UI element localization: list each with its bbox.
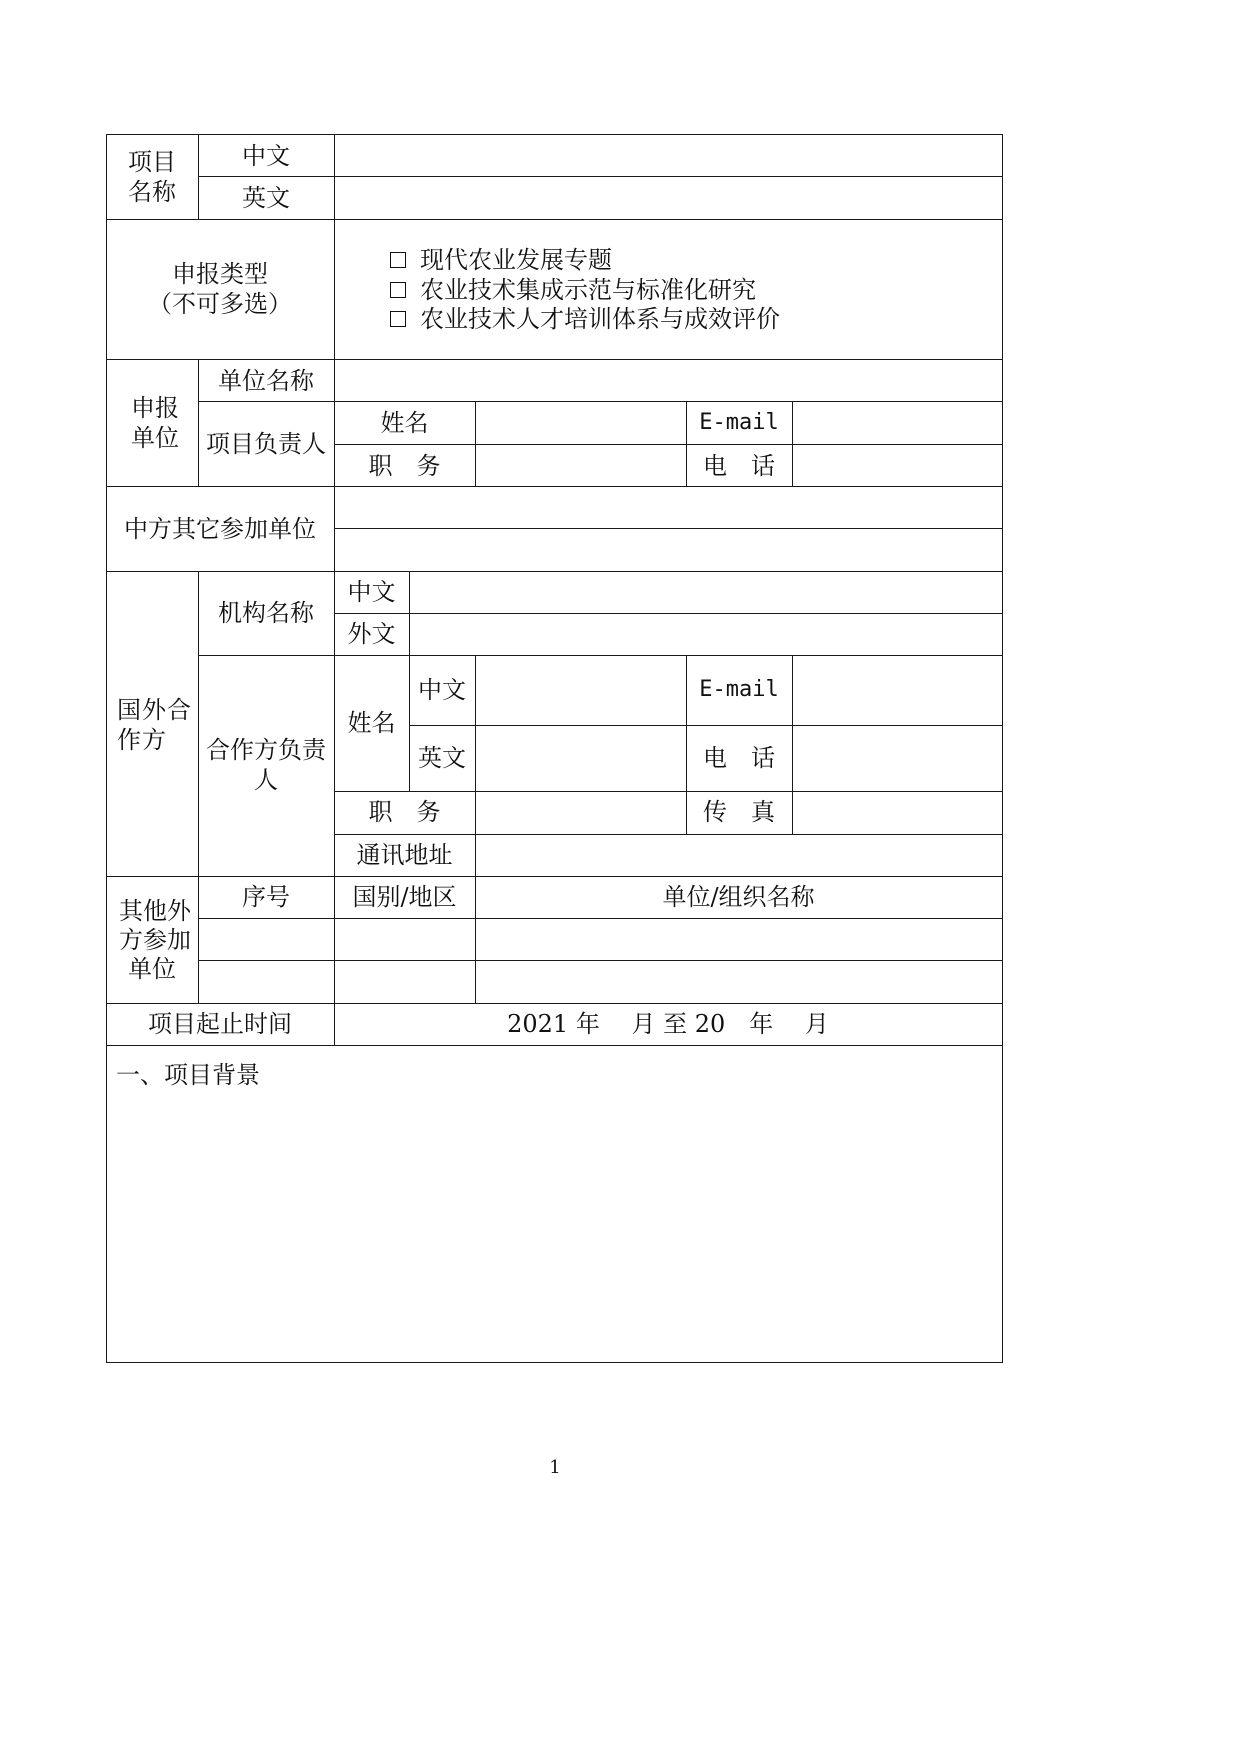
other-foreign-units-label-2: 方参加 — [119, 926, 191, 954]
org-chinese-label: 中文 — [347, 578, 396, 606]
partner-leader-label-2: 人 — [254, 766, 278, 794]
page-number: 1 — [549, 1457, 561, 1478]
project-name-label-2: 名称 — [128, 178, 176, 206]
col-country-header: 国别/地区 — [352, 883, 457, 911]
partner-name-english-label: 英文 — [418, 744, 466, 772]
row-2-no-field[interactable] — [199, 961, 334, 1003]
leader-phone-label: 电 话 — [703, 452, 775, 480]
leader-position-field[interactable] — [476, 445, 686, 486]
other-foreign-units-label: 其他外 — [119, 897, 191, 925]
partner-email-field[interactable] — [793, 656, 1002, 725]
partner-leader-label: 合作方负责 — [206, 736, 326, 764]
leader-name-field[interactable] — [476, 402, 686, 444]
leader-phone-field[interactable] — [793, 445, 1002, 486]
checkbox-option-3[interactable] — [390, 311, 406, 327]
declaration-type-note: （不可多选） — [148, 290, 292, 318]
project-leader-label: 项目负责人 — [206, 430, 326, 458]
option-2-label: 农业技术集成示范与标准化研究 — [420, 276, 756, 304]
partner-name-english-field[interactable] — [476, 726, 686, 791]
project-name-english-label: 英文 — [242, 184, 290, 212]
other-foreign-units-label-3: 单位 — [128, 955, 176, 983]
background-text-area[interactable] — [107, 1095, 1002, 1361]
leader-position-label: 职 务 — [368, 452, 441, 480]
applicant-unit-label-2: 单位 — [131, 424, 179, 452]
project-name-english-field[interactable] — [335, 177, 1002, 219]
project-name-label: 项目 — [128, 148, 176, 176]
applicant-unit-label: 申报 — [131, 394, 179, 422]
project-name-chinese-field[interactable] — [335, 135, 1002, 176]
other-chinese-unit-field-2[interactable] — [335, 529, 1002, 571]
row-1-org-field[interactable] — [476, 919, 1002, 960]
other-chinese-units-label: 中方其它参加单位 — [124, 515, 316, 543]
partner-name-chinese-field[interactable] — [476, 656, 686, 725]
partner-phone-field[interactable] — [793, 726, 1002, 791]
partner-address-label: 通讯地址 — [356, 841, 453, 869]
row-2-org-field[interactable] — [476, 961, 1002, 1003]
org-chinese-field[interactable] — [410, 572, 1002, 613]
background-heading: 一、项目背景 — [116, 1061, 260, 1089]
row-1-no-field[interactable] — [199, 919, 334, 960]
foreign-partner-label: 国外合 — [117, 696, 192, 724]
partner-position-field[interactable] — [476, 792, 686, 834]
partner-fax-label: 传 真 — [703, 798, 775, 826]
declaration-type-label: 申报类型 — [172, 260, 268, 288]
partner-name-label: 姓名 — [347, 709, 396, 737]
checkbox-option-2[interactable] — [390, 282, 406, 298]
partner-email-label: E-mail — [699, 677, 779, 702]
row-1-country-field[interactable] — [335, 919, 475, 960]
project-name-chinese-label: 中文 — [242, 142, 290, 170]
col-org-header: 单位/组织名称 — [662, 883, 815, 911]
foreign-partner-label-2: 作方 — [117, 726, 167, 754]
partner-position-label: 职 务 — [368, 798, 441, 826]
project-period-label: 项目起止时间 — [148, 1010, 292, 1038]
leader-email-label: E-mail — [699, 410, 779, 435]
org-foreign-label: 外文 — [347, 620, 396, 648]
leader-email-field[interactable] — [793, 402, 1002, 444]
option-3-label: 农业技术人才培训体系与成效评价 — [420, 305, 780, 333]
unit-name-label: 单位名称 — [218, 367, 314, 395]
partner-name-chinese-label: 中文 — [418, 676, 466, 704]
partner-fax-field[interactable] — [793, 792, 1002, 834]
leader-name-label: 姓名 — [380, 409, 429, 437]
partner-phone-label: 电 话 — [703, 744, 775, 772]
unit-name-field[interactable] — [335, 360, 1002, 401]
partner-address-field[interactable] — [476, 835, 1002, 876]
col-no-header: 序号 — [242, 883, 290, 911]
org-foreign-field[interactable] — [410, 614, 1002, 655]
project-period-value[interactable]: 2021 年 月 至 20 年 月 — [507, 1010, 829, 1038]
option-1-label: 现代农业发展专题 — [420, 246, 612, 274]
other-chinese-unit-field-1[interactable] — [335, 487, 1002, 528]
org-name-label: 机构名称 — [218, 599, 314, 627]
row-2-country-field[interactable] — [335, 961, 475, 1003]
checkbox-option-1[interactable] — [390, 252, 406, 268]
